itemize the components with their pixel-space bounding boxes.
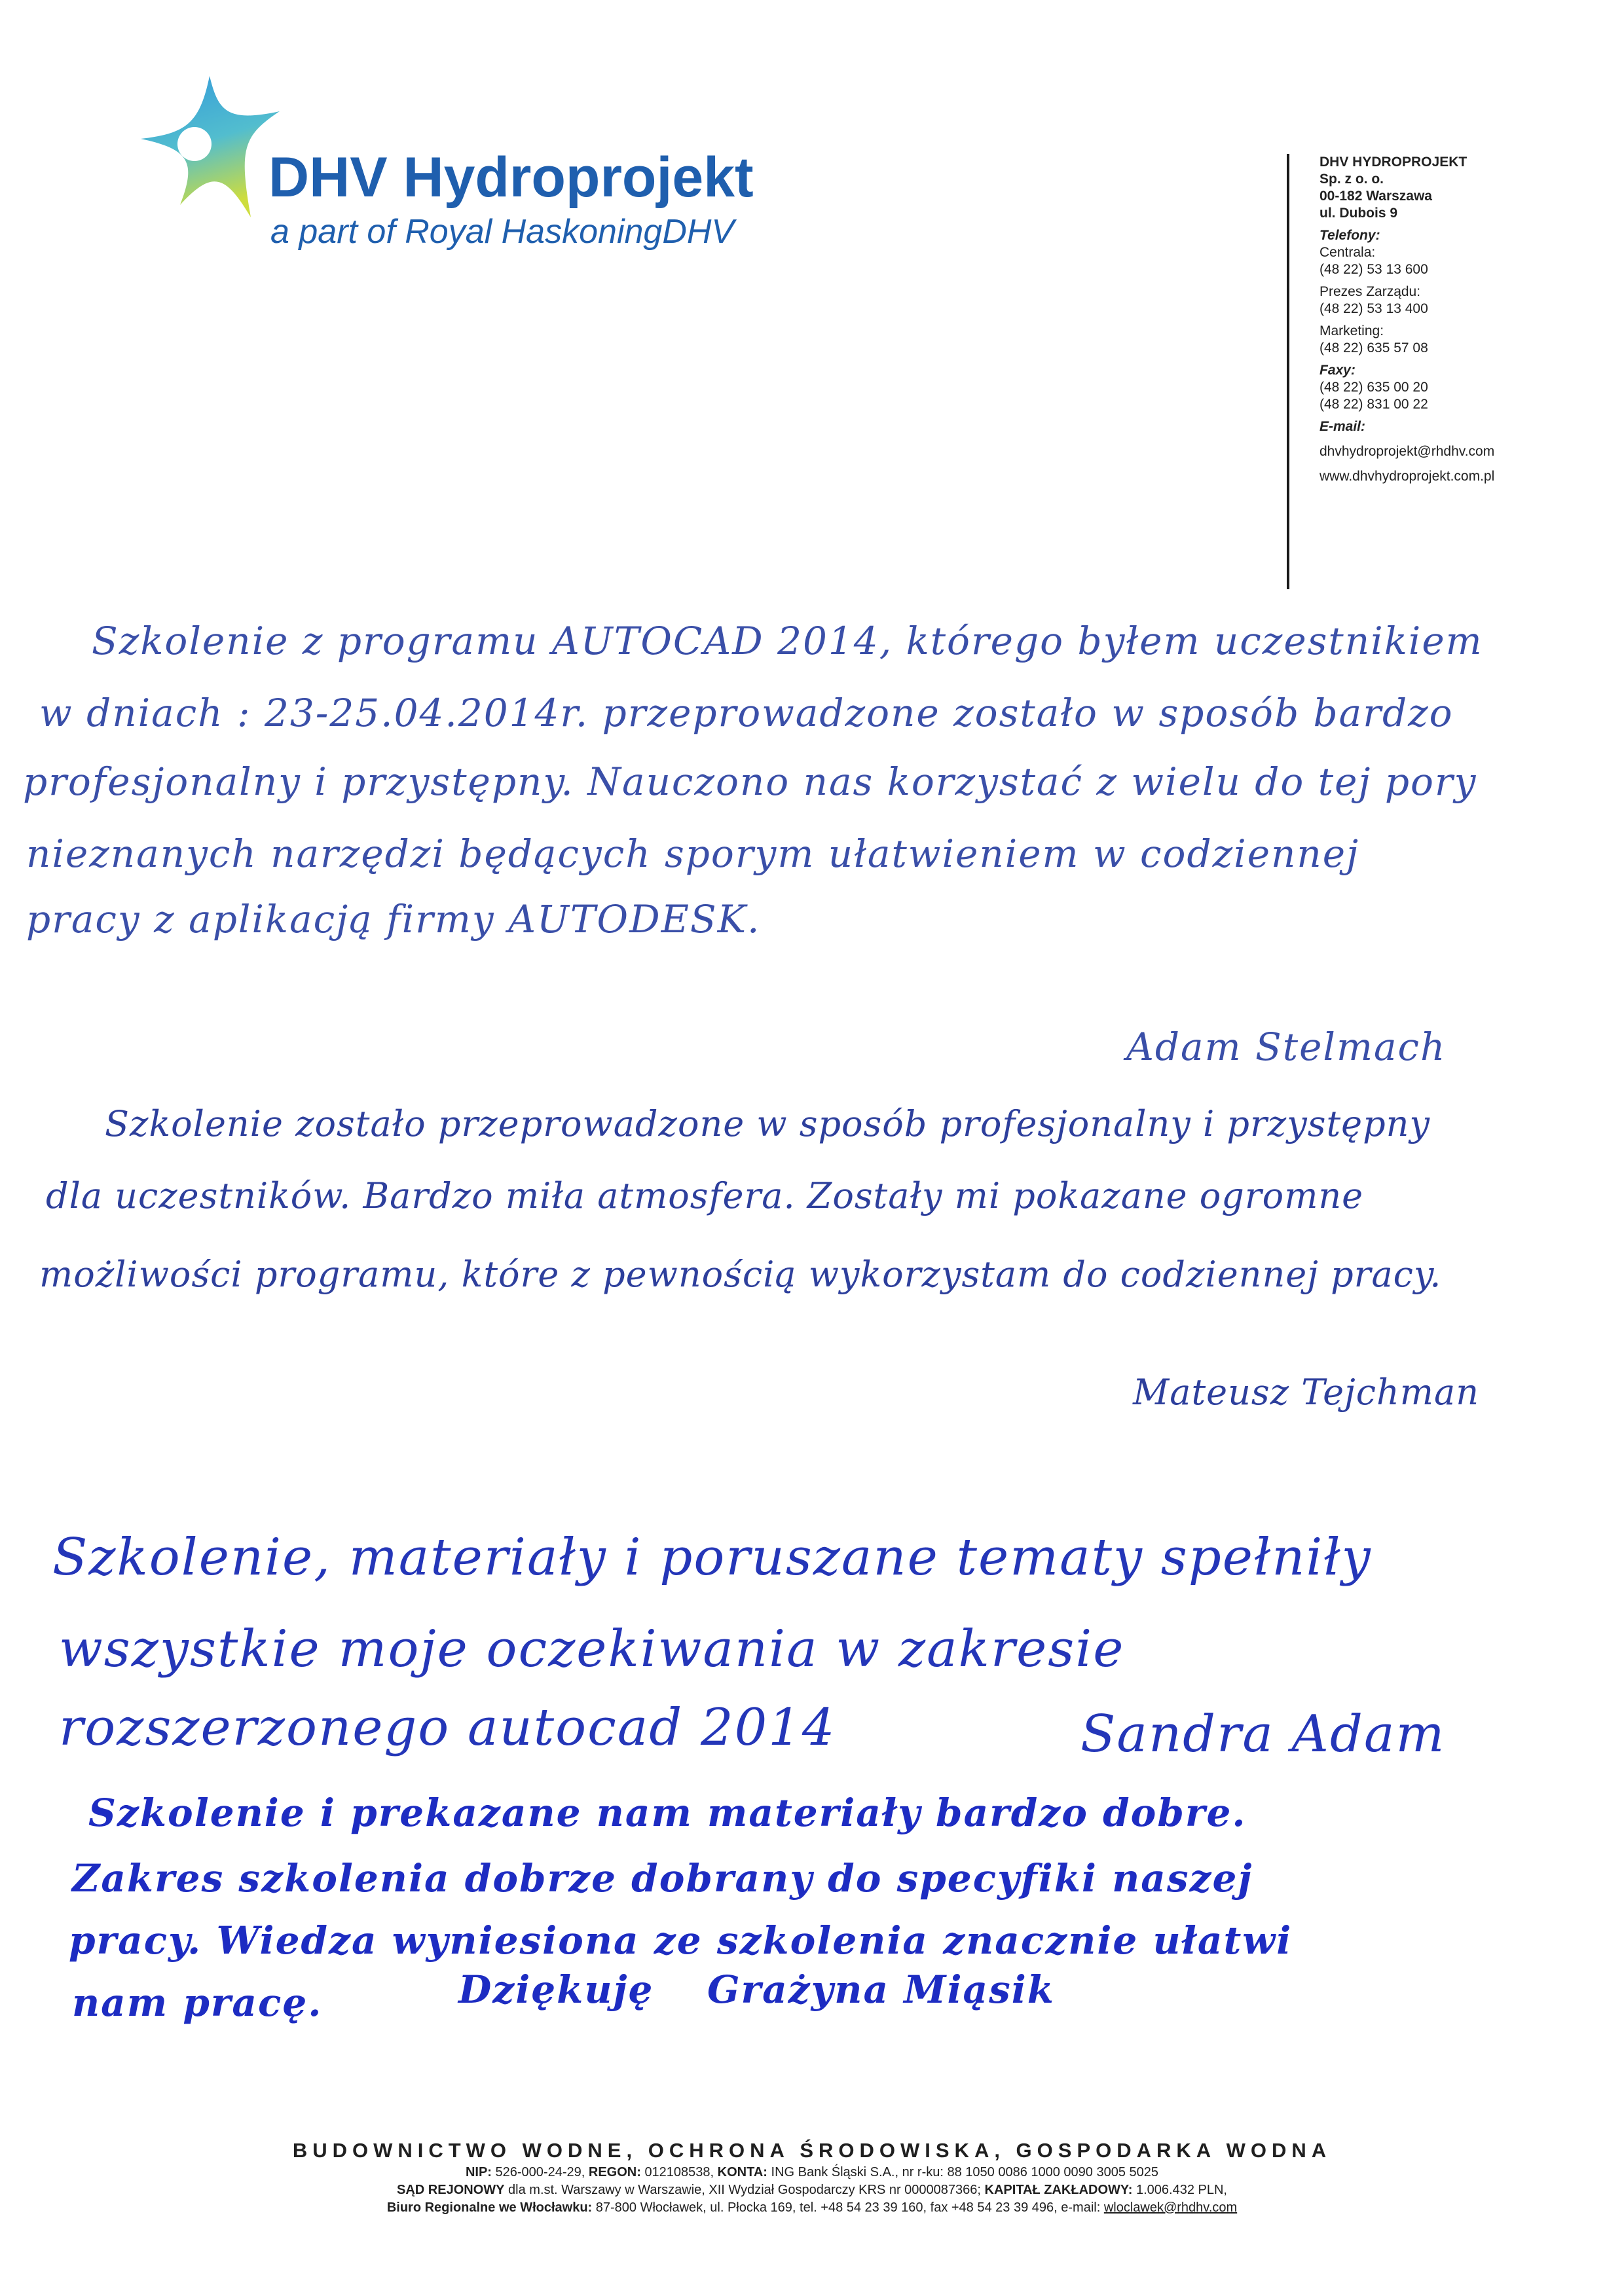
note-3-line: wszystkie moje oczekiwania w zakresie (59, 1620, 1125, 1679)
logo-subtitle: a part of Royal HaskoningDHV (270, 213, 735, 251)
sad-label: SĄD REJONOWY (397, 2183, 505, 2197)
biuro-label: Biuro Regionalne we Włocławku: (386, 2200, 593, 2215)
centrala-phone: (48 22) 53 13 600 (1320, 262, 1428, 277)
centrala-label: Centrala: (1320, 245, 1376, 260)
prezes-phone: (48 22) 53 13 400 (1320, 301, 1428, 316)
konta-value: ING Bank Śląski S.A., nr r-ku: 88 1050 0086 1000 0090 3005 5025 (771, 2165, 1159, 2179)
regon-label: REGON: (588, 2165, 641, 2179)
footer-headline: BUDOWNICTWO WODNE, OCHRONA ŚRODOWISKA, GOSPODARKA WODNA (292, 2139, 1332, 2162)
email-label: E-mail: (1320, 419, 1366, 434)
note-1-line: nieznanych narzędzi będących sporym ułatwieniem w codziennej (26, 831, 1360, 876)
note-4-line: pracy. Wiedza wyniesiona ze szkolenia znacznie ułatwi (69, 1918, 1293, 1963)
footer-registration (157, 2164, 1467, 2181)
note-2-line: Szkolenie zostało przeprowadzone w sposób profesjonalny i przystępny (105, 1103, 1430, 1144)
company-logo (134, 71, 776, 267)
marketing-phone: (48 22) 635 57 08 (1320, 340, 1428, 355)
biuro-email-link[interactable]: wloclawek@rhdhv.com (1103, 2200, 1238, 2215)
street-address: ul. Dubois 9 (1320, 206, 1398, 221)
note-2-line: dla uczestników. Bardzo miła atmosfera. Zostały mi pokazane ogromne (46, 1175, 1364, 1216)
prezes-label: Prezes Zarządu: (1320, 284, 1421, 299)
postal-code: 00-182 Warszawa (1320, 189, 1432, 204)
star-logo-icon (134, 71, 285, 221)
note-4-signature: Grażyna Miąsik (707, 1967, 1055, 2012)
note-1-line: w dniach : 23-25.04.2014r. przeprowadzone zostało w sposób bardzo (39, 691, 1454, 735)
marketing-label: Marketing: (1320, 323, 1384, 338)
note-1-line: pracy z aplikacją firmy AUTODESK. (26, 897, 761, 941)
note-2-signature: Mateusz Tejchman (1133, 1372, 1479, 1413)
footer-office (157, 2199, 1467, 2217)
biuro-value: 87-800 Włocławek, ul. Płocka 169, tel. +48 54 23 39 160, fax +48 54 23 39 496, e-mail: (595, 2200, 1101, 2215)
note-1-signature: Adam Stelmach (1126, 1025, 1447, 1069)
note-2-line: możliwości programu, które z pewnością wykorzystam do codziennej pracy. (39, 1254, 1442, 1295)
note-3-line: rozszerzonego autocad 2014 (59, 1698, 836, 1757)
fax-number-2: (48 22) 831 00 22 (1320, 397, 1428, 412)
note-4-line: Szkolenie i prekazane nam materiały bardzo dobre. (88, 1791, 1247, 1835)
fax-label: Faxy: (1320, 363, 1356, 378)
note-4-line: Zakres szkolenia dobrze dobrany do specyfiki naszej (72, 1856, 1253, 1901)
footer (157, 2138, 1467, 2217)
note-1-line: profesjonalny i przystępny. Nauczono nas korzystać z wielu do tej pory (23, 759, 1477, 804)
note-3-line: Szkolenie, materiały i poruszane tematy spełniły (52, 1528, 1372, 1587)
company-name: DHV HYDROPROJEKT (1320, 155, 1467, 170)
note-4-line: nam pracę. (72, 1980, 323, 2025)
note-1-line: Szkolenie z programu AUTOCAD 2014, którego byłem uczestnikiem (92, 619, 1483, 663)
note-4-closing: Dziękuję (458, 1967, 654, 2012)
note-3-signature: Sandra Adam (1080, 1705, 1446, 1764)
company-form: Sp. z o. o. (1320, 172, 1384, 187)
konta-label: KONTA: (717, 2165, 767, 2179)
email-link[interactable]: dhvhydroprojekt@rhdhv.com (1320, 444, 1495, 459)
kapital-label: KAPITAŁ ZAKŁADOWY: (984, 2183, 1133, 2197)
kapital-value: 1.006.432 PLN, (1135, 2183, 1227, 2197)
regon-value: 012108538, (644, 2165, 714, 2179)
website-link[interactable]: www.dhvhydroprojekt.com.pl (1320, 469, 1495, 484)
nip-label: NIP: (465, 2165, 492, 2179)
logo-title: DHV Hydroprojekt (268, 146, 754, 209)
sad-value: dla m.st. Warszawy w Warszawie, XII Wydział Gospodarczy KRS nr 0000087366; (508, 2183, 981, 2197)
nip-value: 526-000-24-29, (495, 2165, 585, 2179)
contact-block (1287, 154, 1562, 589)
phones-label: Telefony: (1320, 228, 1380, 243)
footer-court (157, 2181, 1467, 2199)
fax-number-1: (48 22) 635 00 20 (1320, 380, 1428, 395)
